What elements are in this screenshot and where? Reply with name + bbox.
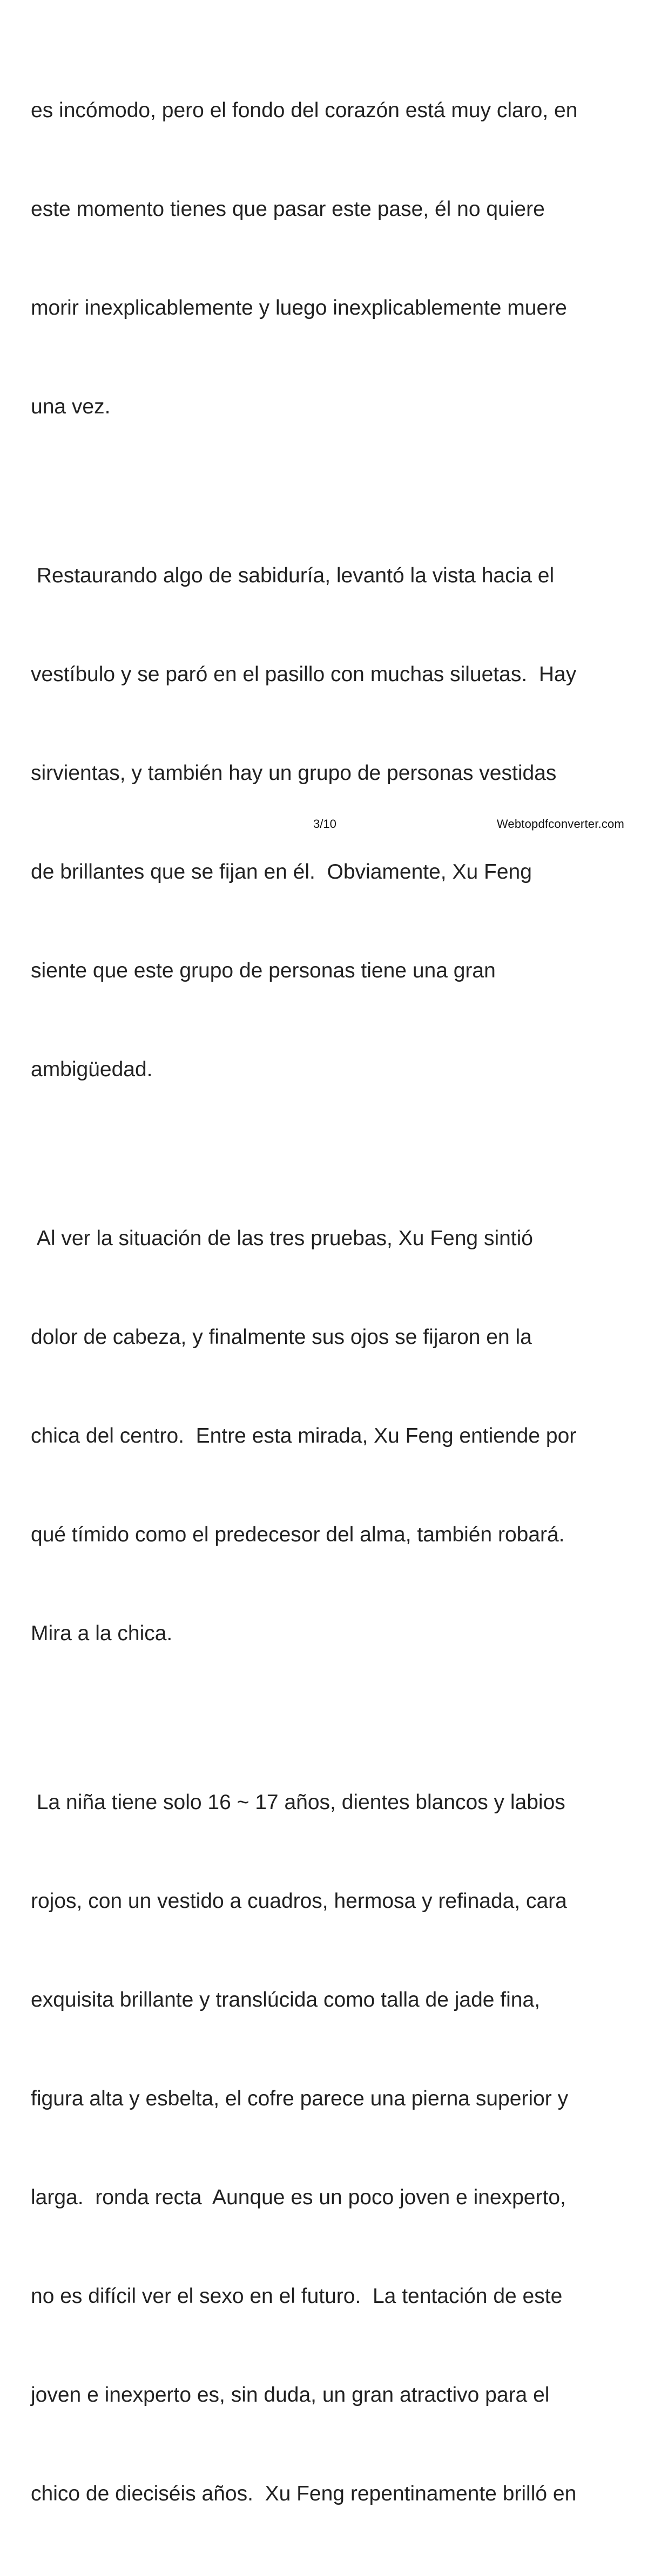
text-line: ambigüedad.	[31, 1058, 153, 1081]
text-line: Restaurando algo de sabiduría, levantó la vista hacia el	[31, 564, 555, 587]
text-line: chica del centro. Entre esta mirada, Xu Feng entiende por	[31, 1424, 577, 1447]
text-line: vestíbulo y se paró en el pasillo con muchas siluetas. Hay	[31, 663, 577, 686]
text-line: no es difícil ver el sexo en el futuro. La tentación de este	[31, 2285, 563, 2308]
text-line: rojos, con un vestido a cuadros, hermosa y refinada, cara	[31, 1889, 567, 1913]
text-line: figura alta y esbelta, el cofre parece una pierna superior y	[31, 2087, 569, 2110]
text-line: dolor de cabeza, y finalmente sus ojos se fijaron en la	[31, 1326, 532, 1349]
text-line: La niña tiene solo 16 ~ 17 años, dientes blancos y labios	[31, 1791, 565, 1814]
paragraph	[31, 1720, 630, 2576]
text-line: Mira a la chica.	[31, 1622, 173, 1645]
text-line: de brillantes que se fijan en él. Obviamente, Xu Feng	[31, 860, 532, 883]
footer-brand: Webtopdfconverter.com	[496, 817, 624, 831]
text-line: exquisita brillante y translúcida como talla de jade fina,	[31, 1988, 541, 2011]
text-line: chico de dieciséis años. Xu Feng repentinamente brilló en	[31, 2482, 577, 2505]
text-line: siente que este grupo de personas tiene una gran	[31, 959, 496, 982]
text-line: qué tímido como el predecesor del alma, también robará.	[31, 1523, 565, 1546]
text-line: una vez.	[31, 395, 111, 418]
text-line: morir inexplicablemente y luego inexplicablemente muere	[31, 296, 567, 320]
text-line: larga. ronda recta Aunque es un poco joven e inexperto,	[31, 2186, 566, 2209]
text-line: es incómodo, pero el fondo del corazón está muy claro, en	[31, 99, 578, 122]
text-line: joven e inexperto es, sin duda, un gran atractivo para el	[31, 2383, 550, 2407]
document-body	[31, 28, 630, 2576]
text-line: Al ver la situación de las tres pruebas, Xu Feng sintió	[31, 1227, 533, 1250]
page-number: 3/10	[313, 817, 336, 831]
paragraph	[31, 1156, 630, 1716]
paragraph	[31, 28, 630, 489]
text-line: sirvientas, y también hay un grupo de personas vestidas	[31, 762, 557, 785]
text-line: este momento tienes que pasar este pase, él no quiere	[31, 198, 545, 221]
